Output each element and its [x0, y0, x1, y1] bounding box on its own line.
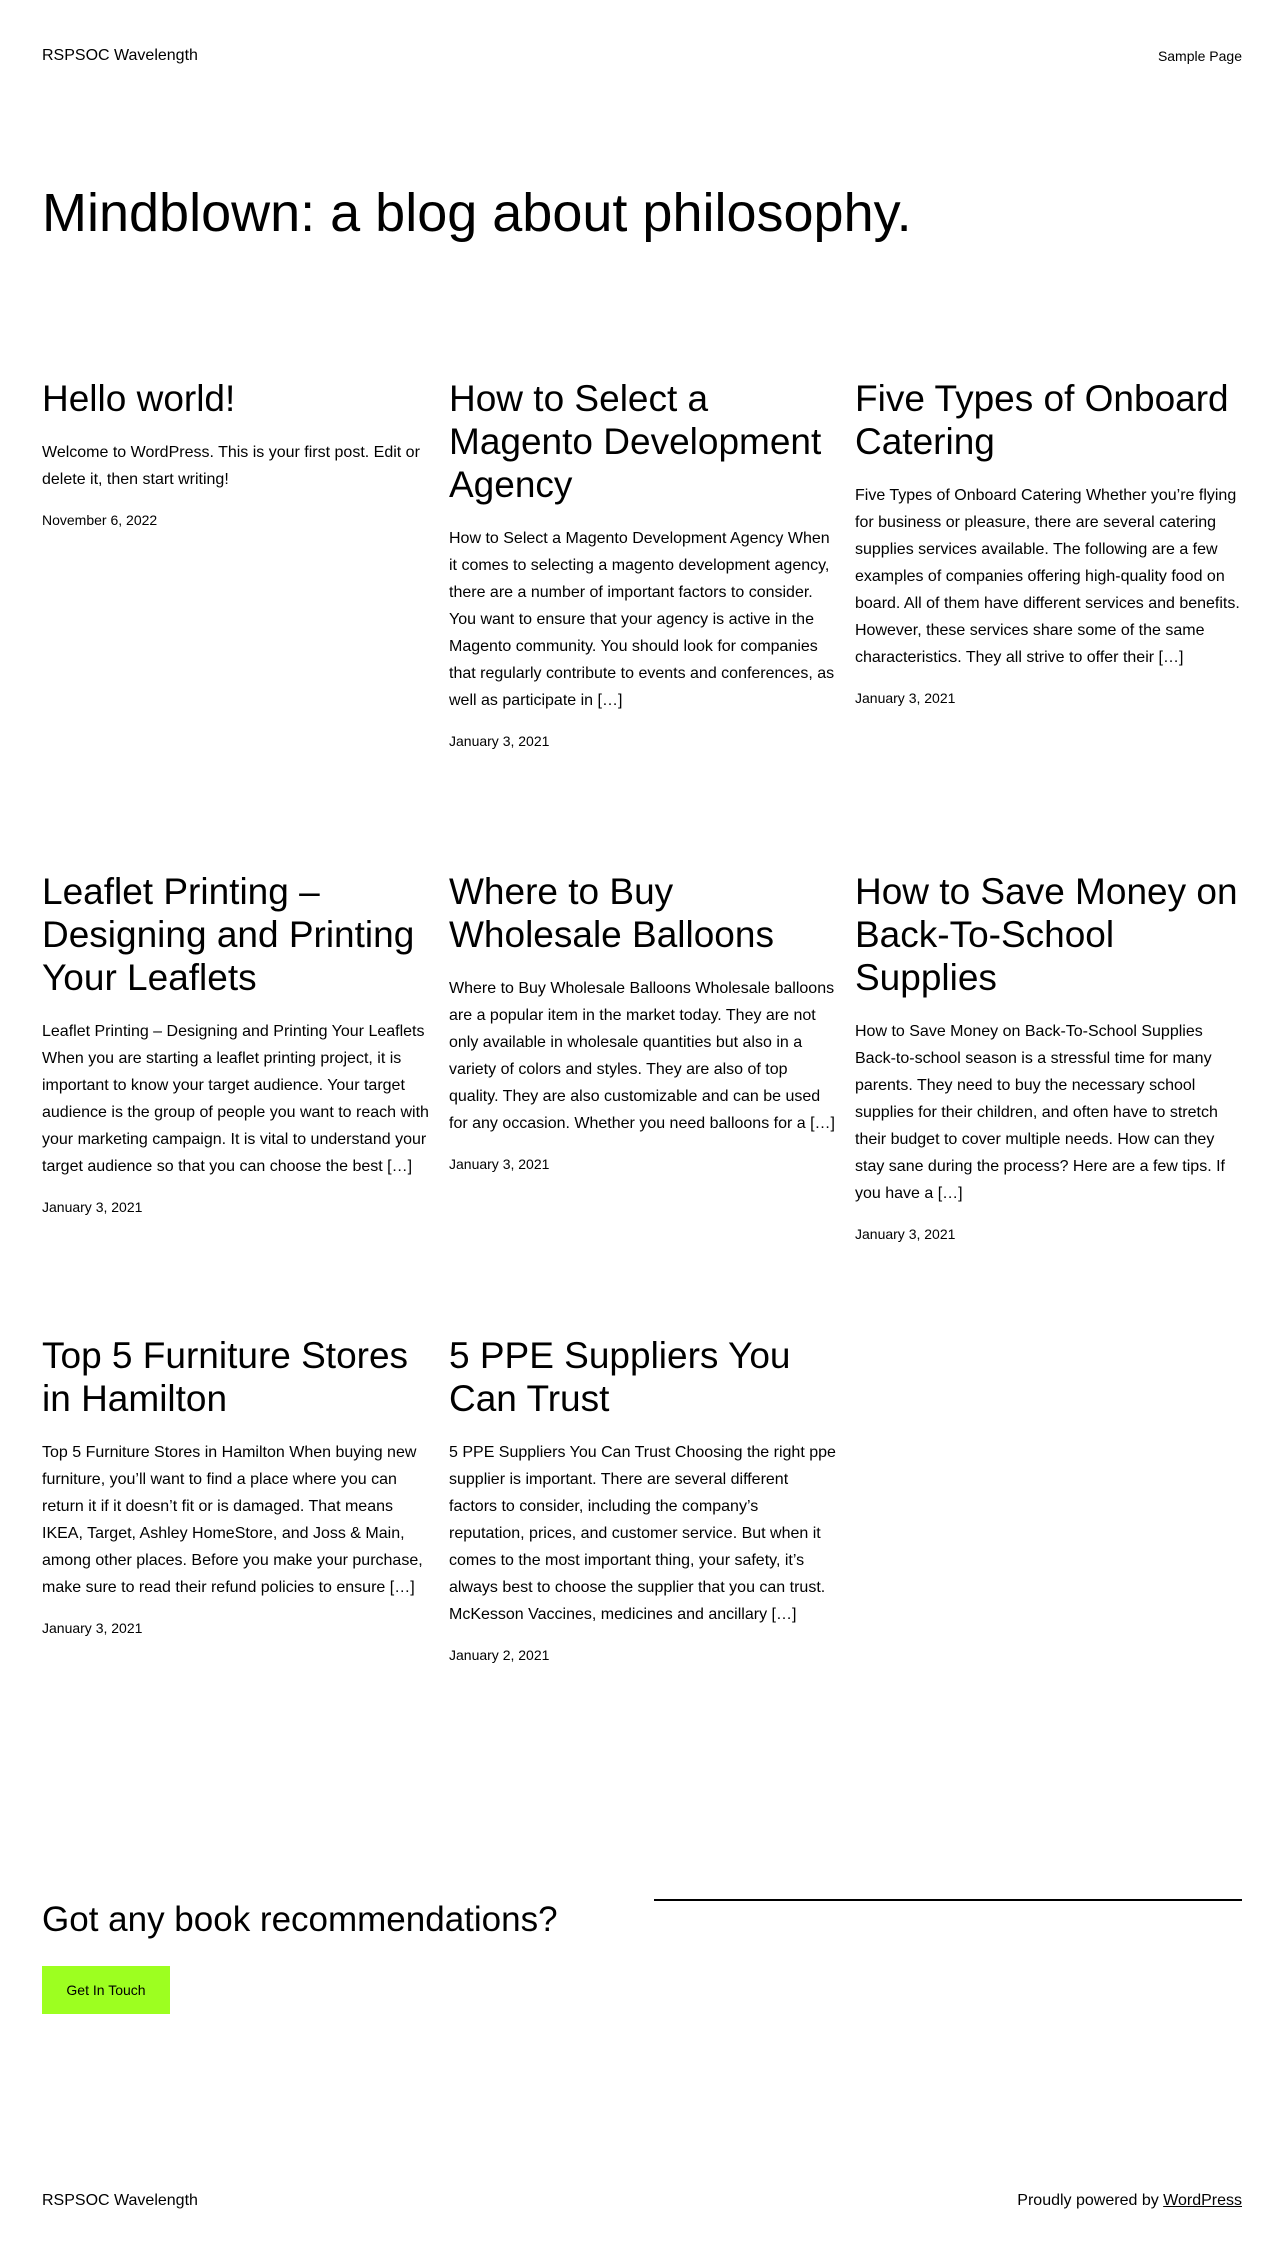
post-title-link[interactable]: Top 5 Furniture Stores in Hamilton [42, 1335, 409, 1419]
post-date[interactable]: November 6, 2022 [42, 512, 158, 528]
post-title-link[interactable]: Where to Buy Wholesale Balloons [449, 871, 774, 955]
cta-heading: Got any book recommendations? [42, 1900, 558, 1939]
post-date[interactable]: January 3, 2021 [449, 733, 550, 749]
post-card [42, 870, 429, 1217]
post-date[interactable]: January 3, 2021 [42, 1620, 143, 1636]
post-excerpt: Welcome to WordPress. This is your first post. Edit or delete it, then start writing! [42, 444, 420, 488]
footer-site-title-link[interactable]: RSPSOC Wavelength [42, 2192, 198, 2209]
post-date[interactable]: January 2, 2021 [449, 1647, 550, 1663]
post-card [855, 377, 1242, 708]
post-excerpt: Top 5 Furniture Stores in Hamilton When buying new furniture, you’ll want to find a place where you can return it if it doesn’t fit or is damaged. That means IKEA, Target, Ashley HomeStore, and Joss & Main, among other places. Before you make your purchase, make sure to read their refund policies to ensure […] [42, 1444, 423, 1596]
site-title-link[interactable]: RSPSOC Wavelength [42, 47, 198, 64]
nav-link-sample-page[interactable]: Sample Page [1157, 48, 1242, 64]
get-in-touch-button[interactable]: Get In Touch [42, 1966, 170, 2014]
post-date[interactable]: January 3, 2021 [855, 1226, 956, 1242]
post-excerpt: Where to Buy Wholesale Balloons Wholesale balloons are a popular item in the market today. They are not only available in wholesale quantities but also in a variety of colors and styles. They are also of top quality. They are also customizable and can be used for any occasion. Whether you need balloons for a […] [449, 980, 835, 1132]
post-excerpt: How to Select a Magento Development Agency When it comes to selecting a magento development agency, there are a number of important factors to consider. You want to ensure that your agency is active in the Magento community. You should look for companies that regularly contribute to events and conferences, as well as participate in […] [449, 530, 835, 709]
post-excerpt: Five Types of Onboard Catering Whether you’re flying for business or pleasure, there are several catering supplies services available. The following are a few examples of companies offering high-quality food on board. All of them have different services and benefits. However, these services share some of the same characteristics. They all strive to offer their […] [855, 487, 1240, 666]
post-date[interactable]: January 3, 2021 [449, 1156, 550, 1172]
post-card [449, 1334, 836, 1665]
post-excerpt: 5 PPE Suppliers You Can Trust Choosing the right ppe supplier is important. There are several different factors to consider, including the company’s reputation, prices, and customer service. But when it comes to the most important thing, your safety, it’s always best to choose the supplier that you can trust. McKesson Vaccines, medicines and ancillary […] [449, 1444, 836, 1623]
site-footer [42, 2188, 1242, 2214]
post-excerpt: How to Save Money on Back-To-School Supplies Back-to-school season is a stressful time for many parents. They need to buy the necessary school supplies for their children, and often have to stretch their budget to cover multiple needs. How can they stay sane during the process? Here are a few tips. If you have a […] [855, 1023, 1225, 1202]
site-header [42, 42, 1242, 72]
post-card [42, 377, 429, 530]
post-title-link[interactable]: How to Save Money on Back-To-School Supplies [855, 871, 1238, 998]
post-card [449, 870, 836, 1174]
post-card [855, 870, 1242, 1244]
post-title-link[interactable]: Five Types of Onboard Catering [855, 378, 1229, 462]
post-card [42, 1334, 429, 1638]
post-title-link[interactable]: Leaflet Printing – Designing and Printing Your Leaflets [42, 871, 415, 998]
post-date[interactable]: January 3, 2021 [42, 1199, 143, 1215]
footer-credit [1017, 2190, 1242, 2212]
separator-line [654, 1899, 1242, 1901]
post-title-link[interactable]: 5 PPE Suppliers You Can Trust [449, 1335, 791, 1419]
post-card [449, 377, 836, 751]
page-title: Mindblown: a blog about philosophy. [42, 183, 912, 243]
post-excerpt: Leaflet Printing – Designing and Printing Your Leaflets When you are starting a leaflet printing project, it is important to know your target audience. Your target audience is the group of people you want to reach with your marketing campaign. It is vital to understand your target audience so that you can choose the best […] [42, 1023, 429, 1175]
footer-credit-text: Proudly powered by [1017, 2192, 1164, 2209]
post-title-link[interactable]: How to Select a Magento Development Agency [449, 378, 822, 505]
post-title-link[interactable]: Hello world! [42, 378, 236, 419]
wordpress-link[interactable]: WordPress [1163, 2192, 1242, 2209]
post-date[interactable]: January 3, 2021 [855, 690, 956, 706]
